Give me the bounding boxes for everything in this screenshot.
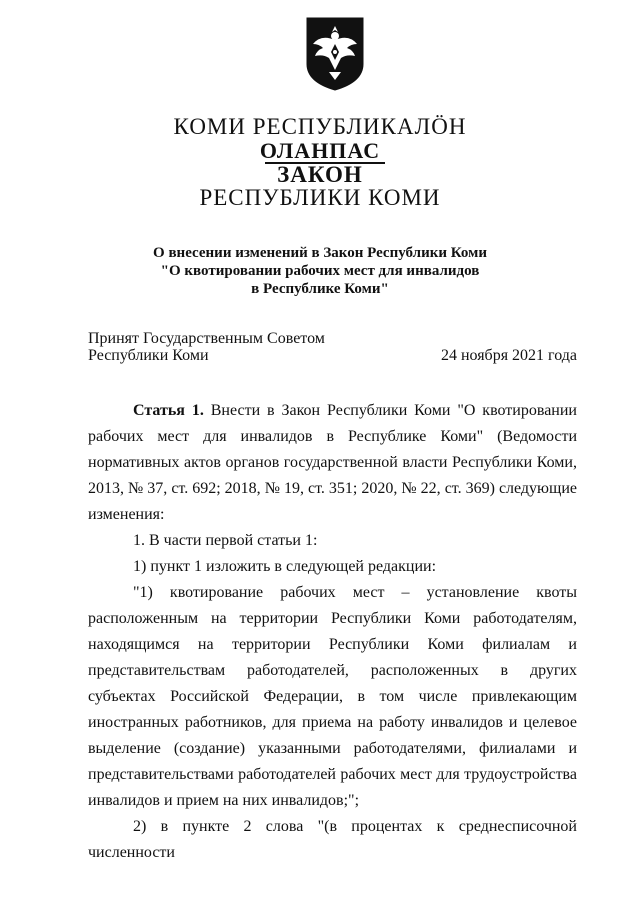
paragraph: 1) пункт 1 изложить в следующей редакции:	[133, 558, 437, 575]
komi-republic-heading: КОМИ РЕСПУБЛИКАЛӦН	[173, 114, 467, 139]
adoption-date: 24 ноября 2021 года	[440, 347, 577, 364]
paragraph: 1. В части первой статьи 1:	[133, 532, 318, 549]
subject-line: О внесении изменений в Закон Республики Коми	[153, 245, 487, 261]
law-subject-title	[0, 244, 640, 298]
adoption-statement	[88, 330, 325, 364]
article-label: Статья 1.	[133, 402, 204, 419]
paragraph: 2) в пункте 2 слова "(в процентах к среднесписочной численности	[88, 818, 577, 861]
law-body	[88, 398, 577, 866]
komi-coat-of-arms-icon	[303, 14, 367, 92]
law-heading: ЗАКОН	[277, 162, 363, 187]
paragraph: "1) квотирование рабочих мест – установление квоты расположенным на территории Республики Коми работодателям, находящимся на территории Республики Коми филиалам и представительствам работодателей, расположенных в других субъектах Российской Федерации, в том числе привлекающим иностранных работников, для приема на работу инвалидов и целевое выделение (создание) указанными работодателями, филиалами и представительствами работодателей рабочих мест для трудоустройства инвалидов и прием на них инвалидов;";	[88, 584, 577, 809]
republic-heading: РЕСПУБЛИКИ КОМИ	[199, 185, 441, 210]
article-text: Внести в Закон Республики Коми "О квотировании рабочих мест для инвалидов в Республике Коми" (Ведомости нормативных актов органов государственной власти Республики Коми, 2013, № 37, ст. 692; 2018, № 19, ст. 351; 2020, № 22, ст. 369) следующие изменения:	[88, 402, 577, 523]
adoption-line: Республики Коми	[88, 347, 209, 364]
subject-line: "О квотировании рабочих мест для инвалидов	[160, 263, 480, 279]
olanpas-heading: ОЛАНПАС	[259, 138, 381, 163]
subject-line: в Республике Коми"	[251, 281, 389, 297]
article-1-paragraph	[88, 398, 577, 528]
adoption-line: Принят Государственным Советом	[88, 330, 325, 347]
